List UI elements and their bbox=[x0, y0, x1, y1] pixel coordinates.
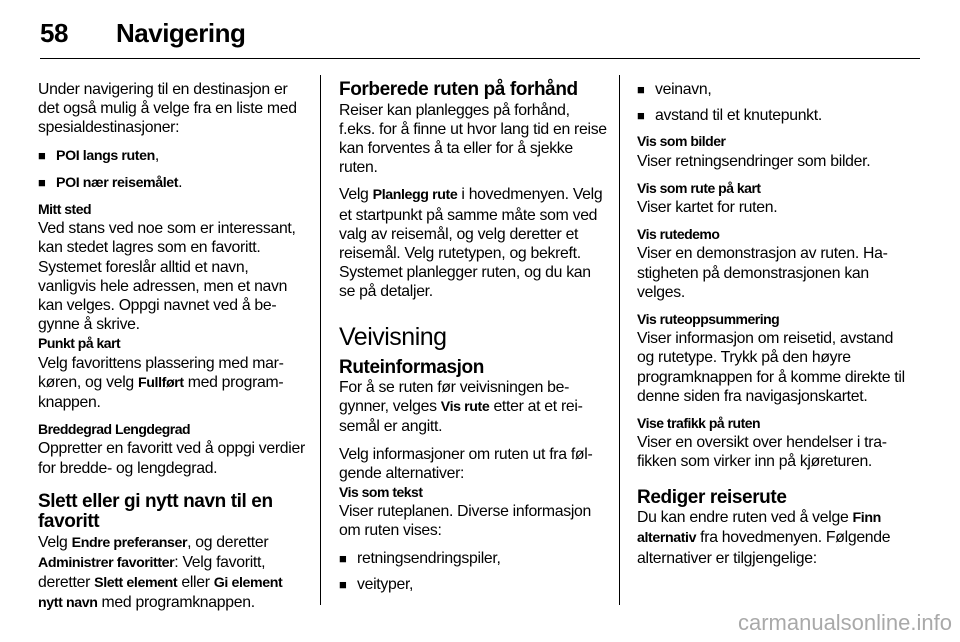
ruteinfo-paragraph-2: Velg informasjoner om ruten ut fra følgende alternativer: bbox=[339, 445, 593, 482]
section-title: Breddegrad Lengdegrad bbox=[38, 421, 191, 438]
column-divider-1 bbox=[320, 75, 321, 605]
section-breddegrad: Breddegrad Lengdegrad Oppretter en favoritt ved å oppgi verdier for bredde- og lengdegrad. bbox=[38, 421, 305, 477]
bullet-icon: ■ bbox=[637, 108, 645, 124]
section-title: Vis rutedemo bbox=[637, 226, 720, 243]
watermark: carmanualsonline.info bbox=[737, 610, 952, 635]
intro-paragraph: Under navigering til en destinasjon er det også mulig å velge fra en liste med spesialdestinasjoner: bbox=[38, 81, 297, 137]
section-vis-tekst: Vis som tekst Viser ruteplanen. Diverse informasjon om ruten vises: bbox=[339, 483, 607, 541]
list-item: ■ POI langs ruten, bbox=[38, 146, 159, 164]
header-rule bbox=[40, 58, 920, 59]
section-rutedemo: Vis rutedemo Viser en demonstrasjon av ruten. Hastigheten på demonstrasjonen kan velges. bbox=[637, 225, 907, 302]
heading-forberede-ruten: Forberede ruten på forhånd bbox=[339, 79, 578, 100]
bullet-icon: ■ bbox=[637, 82, 645, 97]
column-2 bbox=[339, 80, 607, 601]
bullet-icon: ■ bbox=[38, 147, 46, 163]
page-title: Navigering bbox=[116, 18, 246, 48]
list-item: ■ retningsendringspiler, bbox=[339, 549, 501, 567]
forbered-paragraph-1: Reiser kan planlegges på forhånd, f.eks. for å finne ut hvor lang tid en reise kan forventes å ta eller for å sjekke ruten. bbox=[339, 101, 607, 177]
page-header bbox=[40, 14, 920, 54]
section-vis-kart: Vis som rute på kart Viser kartet for ruten. bbox=[637, 179, 907, 217]
heading-veivisning: Veivisning bbox=[339, 322, 447, 351]
rediger-paragraph: Du kan endre ruten ved å velge Finn alternativ fra hovedmenyen. Følgende alternativer er tilgjengelige: bbox=[637, 509, 891, 567]
section-punkt-pa-kart: Punkt på kart Velg favorittens plassering med markøren, og velg Fullført med programknappen. bbox=[38, 334, 306, 412]
section-title: Vis som bilder bbox=[637, 133, 726, 150]
section-mitt-sted: Mitt sted Ved stans ved noe som er interessant, kan stedet lagres som en favoritt. Systemet foreslår alltid et navn, vanligvis hele adressen, men et navn kan velges. Oppgi navnet ved å begynne å skrive. bbox=[38, 200, 306, 334]
heading-slett-favoritt: Slett eller gi nytt navn til en favoritt bbox=[38, 490, 273, 533]
bullet-icon: ■ bbox=[339, 550, 347, 566]
heading-rediger-reiserute: Rediger reiserute bbox=[637, 486, 787, 508]
column-1 bbox=[38, 80, 306, 622]
section-ruteoppsummering: Vis ruteoppsummering Viser informasjon om reisetid, avstand og rutetype. Trykk på den høyre programknappen for å komme direkte til denne siden fra navigasjonskartet. bbox=[637, 310, 907, 406]
bullet-icon: ■ bbox=[339, 576, 347, 592]
section-title: Vise trafikk på ruten bbox=[637, 415, 761, 432]
section-title: Punkt på kart bbox=[38, 335, 121, 352]
column-divider-2 bbox=[619, 75, 620, 605]
column-3 bbox=[637, 80, 907, 576]
section-title: Vis ruteoppsummering bbox=[637, 311, 780, 328]
forbered-paragraph-2: Velg Planlegg rute i hovedmenyen. Velg et startpunkt på samme måte som ved valg av reisemål, og velg deretter et reisemål. Velg rutetypen, og bekreft. Systemet planlegger ruten, og du kan se på detaljer. bbox=[339, 186, 603, 301]
section-trafikk: Vise trafikk på ruten Viser en oversikt over hendelser i trafikken som virker inn på kjøreturen. bbox=[637, 414, 907, 472]
list-item: ■ avstand til et knutepunkt. bbox=[637, 107, 822, 125]
section-title: Vis som tekst bbox=[339, 484, 423, 501]
section-vis-bilder: Vis som bilder Viser retningsendringer som bilder. bbox=[637, 132, 907, 170]
bullet-icon: ■ bbox=[38, 174, 46, 190]
section-title: Vis som rute på kart bbox=[637, 179, 761, 196]
list-item: ■ veinavn, bbox=[637, 81, 712, 98]
ruteinfo-paragraph-1: For å se ruten før veivisningen begynner, velges Vis rute etter at et reisemål er angitt. bbox=[339, 379, 583, 436]
section-title: Mitt sted bbox=[38, 201, 92, 218]
slett-paragraph: Velg Endre preferanser, og deretter Administrer favoritter: Velg favoritt, deretter Slett element eller Gi element nytt navn med programknappen. bbox=[38, 533, 283, 612]
heading-ruteinformasjon: Ruteinformasjon bbox=[339, 356, 484, 378]
page-number: 58 bbox=[40, 18, 68, 48]
list-item: ■ veityper, bbox=[339, 575, 414, 593]
list-item: ■ POI nær reisemålet. bbox=[38, 173, 183, 191]
